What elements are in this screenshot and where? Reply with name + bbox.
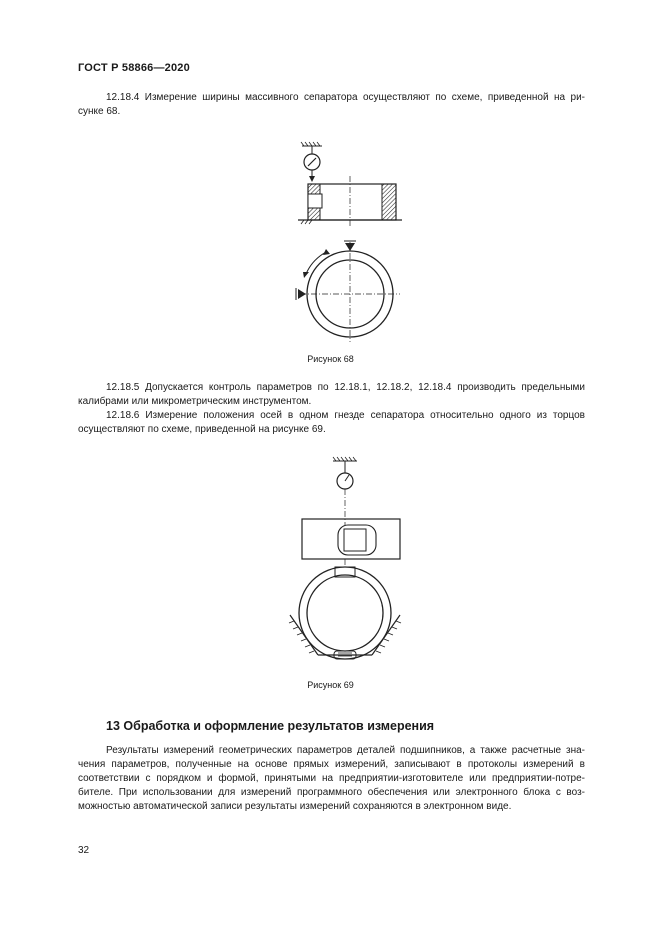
paragraph-line: бителе. При использовании для измерений программного обеспечения или электронного блока с воз- [78, 787, 585, 798]
paragraph-line: 12.18.4 Измерение ширины массивного сепаратора осуществляют по схеме, приведенной на ри- [106, 92, 585, 103]
paragraph-line: осуществляют по схеме, приведенной на рисунке 69. [78, 424, 326, 435]
paragraph-line: 12.18.6 Измерение положения осей в одном гнезде сепаратора относительно одного из торцов [106, 410, 585, 421]
paragraph-12-18-5 [78, 381, 585, 409]
paragraph-line: калибрами или микрометрическим инструментом. [78, 396, 312, 407]
figure-68-diagram [290, 142, 410, 342]
paragraph-line: чения параметров, полученные на основе прямых измерений, записывают в протоколы измерений в [78, 759, 585, 770]
figure-69-diagram [280, 455, 410, 670]
paragraph-line: соответствии с порядком и формой, принятыми на предприятии-изготовителе или предприятии-потре- [78, 773, 585, 784]
section-heading: 13 Обработка и оформление результатов измерения [106, 719, 435, 733]
figure-68-caption: Рисунок 68 [307, 354, 354, 364]
figure-69-caption: Рисунок 69 [307, 680, 354, 690]
paragraph-line: Результаты измерений геометрических параметров деталей подшипников, а также расчетные зна- [106, 745, 585, 756]
paragraph-12-18-4 [78, 91, 585, 119]
page-number: 32 [78, 845, 90, 856]
paragraph-line: можностью автоматической записи результаты измерений сохраняются в электронном виде. [78, 801, 512, 812]
document-header: ГОСТ Р 58866—2020 [78, 62, 190, 74]
paragraph-line: 12.18.5 Допускается контроль параметров по 12.18.1, 12.18.2, 12.18.4 производить предельными [106, 382, 585, 393]
paragraph-12-18-6 [78, 409, 585, 437]
paragraph-section-13 [78, 744, 585, 814]
paragraph-line: сунке 68. [78, 106, 121, 117]
